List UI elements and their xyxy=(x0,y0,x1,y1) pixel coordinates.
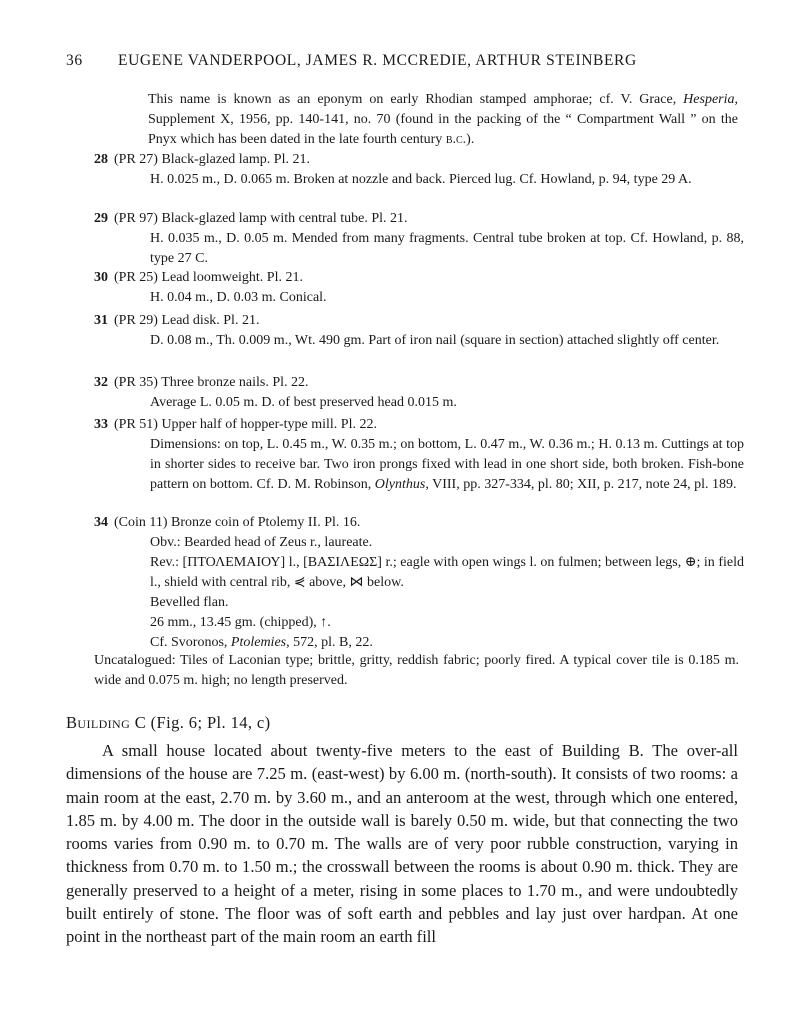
entry-heading: (PR 29) Lead disk. Pl. 21. xyxy=(114,313,260,328)
entry-text: , VIII, pp. 327-334, pl. 80; XII, p. 217, note 24, pl. 189. xyxy=(425,477,737,492)
entry-heading: (PR 97) Black-glazed lamp with central tube. Pl. 21. xyxy=(114,211,408,226)
entry-number: 28 xyxy=(94,152,108,167)
uncatalogued-note: Uncatalogued: Tiles of Laconian type; brittle, gritty, reddish fabric; poorly fired. A typical cover tile is 0.185 m. wide and 0.075 m. high; no length preserved. xyxy=(94,653,739,688)
entry-description xyxy=(150,435,744,495)
era-abbrev: b.c. xyxy=(445,132,467,147)
reference-part: Cf. Svoronos, xyxy=(150,635,231,650)
entry-description: H. 0.025 m., D. 0.065 m. Broken at nozzle and back. Pierced lug. Cf. Howland, p. 94, type 29 A. xyxy=(150,172,692,187)
catalogue-entry xyxy=(94,311,744,351)
book-title: Ptolemies xyxy=(230,635,287,650)
body-paragraph: A small house located about twenty-five meters to the east of Building B. The over-all dimensions of the house are 7.25 m. (east-west) by 6.00 m. (north-south). It consists of two rooms: a main room at the east, 2.70 m. by 3.60 m., and an anteroom at the west, through which one entered, 1.85 m. by 4.00 m. The door in the outside wall is barely 0.50 m. wide, but that connecting the two rooms varies from 0.90 m. to 0.70 m. The walls are of very poor rubble construction, varying in thickness from 0.70 m. to 1.50 m.; the crosswall between the rooms is about 0.90 m. thick. They are generally preserved to a height of a meter, rising in some places to 1.70 m., and were undoubtedly built entirely of stone. The floor was of soft earth and pebbles and lay just over hardpan. At one point in the northeast part of the main room an earth fill xyxy=(66,741,738,947)
coin-description xyxy=(150,533,744,653)
entry-description: H. 0.035 m., D. 0.05 m. Mended from many fragments. Central tube broken at top. Cf. Howland, p. 88, type 27 C. xyxy=(150,231,744,266)
catalogue-entry xyxy=(94,415,744,495)
reference-text xyxy=(150,633,744,653)
entry-heading: (PR 35) Three bronze nails. Pl. 22. xyxy=(114,375,309,390)
entry-number: 30 xyxy=(94,270,108,285)
entry-description: H. 0.04 m., D. 0.03 m. Conical. xyxy=(150,290,327,305)
entry-number: 33 xyxy=(94,417,108,432)
entry-heading: (PR 51) Upper half of hopper-type mill. Pl. 22. xyxy=(114,417,377,432)
catalogue-entry xyxy=(94,209,744,269)
entry-number: 29 xyxy=(94,211,108,226)
section-heading xyxy=(66,713,271,733)
entry-heading: (Coin 11) Bronze coin of Ptolemy II. Pl. 16. xyxy=(114,515,361,530)
reverse-text: Rev.: [ΠΤΟΛΕΜΑΙΟΥ] l., [ΒΑΣΙΛΕΩΣ] r.; eagle with open wings l. on fulmen; between legs, ⊕; in field l., shield with central rib, ⋞ above, ⋈ below. xyxy=(150,555,744,590)
obverse-text: Obv.: Bearded head of Zeus r., laureate. xyxy=(150,535,373,550)
intro-paragraph xyxy=(148,90,738,150)
catalogue-entry xyxy=(94,373,744,413)
intro-text: ). xyxy=(466,132,475,147)
reference-part: , 572, pl. B, 22. xyxy=(286,635,373,650)
page-number: 36 xyxy=(66,52,83,69)
catalogue-entry xyxy=(94,268,744,308)
book-title: Olynthus xyxy=(374,477,426,492)
catalogue-entry xyxy=(94,150,744,190)
intro-text: , Supplement X, 1956, pp. 140-141, no. 70 (found in the packing of the “ Compartment Wall ” on the Pnyx which has been dated in the late fourth century xyxy=(148,92,738,147)
entry-number: 32 xyxy=(94,375,108,390)
catalogue-entry xyxy=(94,513,744,653)
author-line: EUGENE VANDERPOOL, JAMES R. MCCREDIE, ARTHUR STEINBERG xyxy=(118,52,637,69)
entry-description: Average L. 0.05 m. D. of best preserved head 0.015 m. xyxy=(150,395,457,410)
entry-number: 34 xyxy=(94,515,108,530)
intro-text: This name is known as an eponym on early Rhodian stamped amphorae; cf. V. Grace, xyxy=(148,92,684,107)
entry-heading: (PR 25) Lead loomweight. Pl. 21. xyxy=(114,270,303,285)
entry-text: Dimensions: on top, L. 0.45 m., W. 0.35 m.; on bottom, L. 0.47 m., W. 0.36 m.; H. 0.13 m. Cuttings at top in shorter sides to receive bar. Two iron prongs fixed with lead in one short side, both broken. Fish-bone pattern on bottom. Cf. D. M. Robinson, xyxy=(150,437,744,492)
size-text: 26 mm., 13.45 gm. (chipped), ↑. xyxy=(150,615,331,630)
flan-text: Bevelled flan. xyxy=(150,595,229,610)
entry-description: D. 0.08 m., Th. 0.009 m., Wt. 490 gm. Part of iron nail (square in section) attached slightly off center. xyxy=(150,333,720,348)
entry-number: 31 xyxy=(94,313,108,328)
section-reference: (Fig. 6; Pl. 14, c) xyxy=(150,713,271,732)
entry-heading: (PR 27) Black-glazed lamp. Pl. 21. xyxy=(114,152,310,167)
journal-title: Hesperia xyxy=(683,92,735,107)
section-title: Building C xyxy=(66,713,147,732)
